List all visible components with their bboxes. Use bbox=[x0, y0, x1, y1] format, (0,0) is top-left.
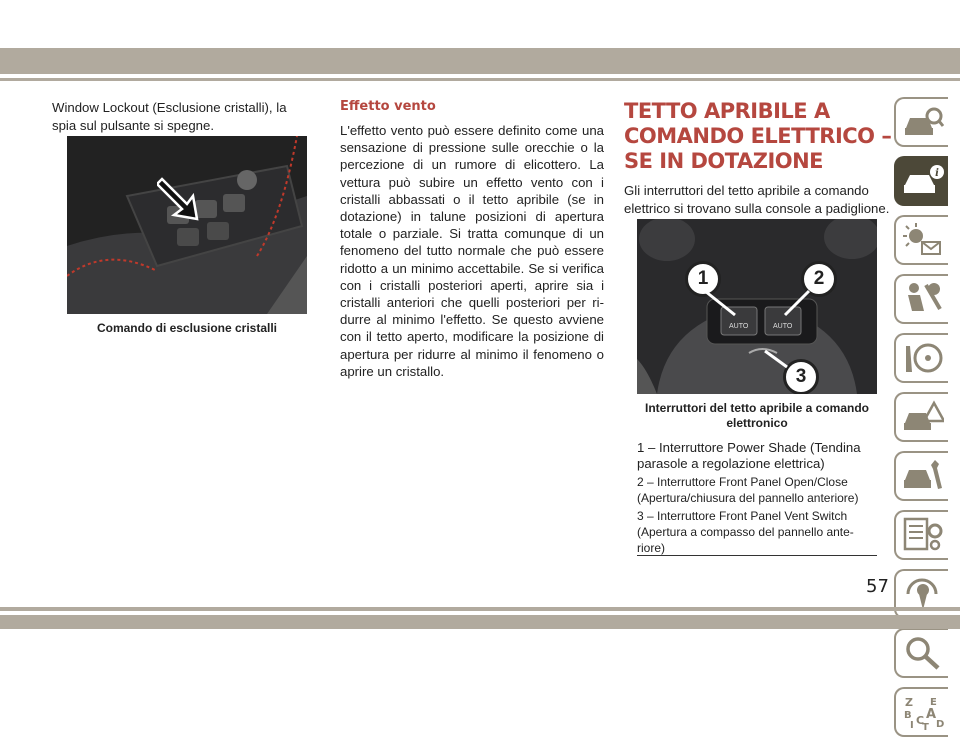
legend-item-2: 2 – Interruttore Front Panel Open/Close (Apertura/chiusura del pannello anteriore) bbox=[637, 475, 859, 505]
car-search-icon bbox=[902, 104, 944, 140]
callout-3-label: 3 bbox=[795, 366, 807, 387]
warning-light-icon bbox=[902, 222, 944, 258]
car-hazard-icon bbox=[902, 399, 944, 435]
index-letter-a: A bbox=[926, 707, 937, 722]
column-left bbox=[52, 99, 314, 135]
index-letter-c: C bbox=[916, 714, 925, 727]
legend-list bbox=[637, 440, 877, 556]
column-middle bbox=[340, 99, 604, 380]
index-letter-z: Z bbox=[905, 696, 913, 709]
tab-warning-lights[interactable] bbox=[894, 215, 948, 265]
header-band bbox=[0, 48, 960, 74]
sunroof-intro-text: Gli interruttori del tetto apribile a comando elettrico si trovano sulla console a padiglione. bbox=[624, 183, 890, 216]
steering-wheel-icon bbox=[902, 340, 944, 376]
index-letter-i: I bbox=[910, 720, 914, 730]
index-letters-icon bbox=[902, 694, 944, 730]
specs-list-icon bbox=[902, 517, 944, 553]
tab-car-info[interactable] bbox=[894, 156, 948, 206]
legend-rule bbox=[637, 555, 877, 556]
index-letter-t: T bbox=[922, 722, 929, 730]
search-icon bbox=[902, 635, 944, 671]
page-section-title: TETTO APRIBILE A COMANDO ELETTRICO – SE IN DOTAZIONE bbox=[624, 99, 892, 173]
callout-2-label: 2 bbox=[813, 268, 825, 289]
car-service-icon bbox=[902, 458, 944, 494]
intro-text: Window Lockout (Esclusione cristalli), la spia sul pulsante si spegne. bbox=[52, 100, 287, 133]
index-letter-b: B bbox=[904, 710, 912, 721]
figure-caption-sunroof: Interruttori del tetto apribile a comando elettronico bbox=[644, 401, 870, 430]
window-lockout-photo bbox=[67, 136, 307, 314]
footer-rule bbox=[0, 607, 960, 611]
tab-steering[interactable] bbox=[894, 333, 948, 383]
tab-service[interactable] bbox=[894, 451, 948, 501]
section-heading-wind: Effetto vento bbox=[340, 99, 436, 114]
tab-airbag[interactable] bbox=[894, 274, 948, 324]
index-letter-e: E bbox=[930, 697, 937, 708]
callout-1-label: 1 bbox=[697, 268, 709, 289]
tab-specs[interactable] bbox=[894, 510, 948, 560]
switch-label-2: AUTO bbox=[773, 323, 793, 330]
legend-item-3: 3 – Interruttore Front Panel Vent Switch (Apertura a compasso del pannello ante-riore) bbox=[637, 509, 854, 555]
tab-hazard[interactable] bbox=[894, 392, 948, 442]
tab-search[interactable] bbox=[894, 628, 948, 678]
column-right bbox=[624, 99, 892, 218]
tab-index[interactable] bbox=[894, 687, 948, 737]
airbag-seat-icon bbox=[902, 281, 944, 317]
index-letter-d: D bbox=[936, 719, 944, 730]
legend-item-1: 1 – Interruttore Power Shade (Tendina parasole a regolazione elettrica) bbox=[637, 440, 861, 471]
tab-car-search[interactable] bbox=[894, 97, 948, 147]
switch-label-1: AUTO bbox=[729, 323, 749, 330]
svg-text:i: i bbox=[935, 168, 939, 179]
arrow-icon bbox=[157, 174, 207, 224]
header-rule bbox=[0, 78, 960, 81]
sunroof-switches-photo bbox=[637, 219, 877, 394]
car-info-icon bbox=[902, 163, 944, 199]
side-tab-strip bbox=[894, 97, 960, 746]
wind-effect-text: L'effetto vento può essere definito come una sensazione di pressione sulle orecchie o la percezione di un rumore di elicottero. La vettura può subire un effetto vento con i cristalli abbassati o il tetto apribile (se in dotazione) in talune posizioni di apertura totale o parziale. Si tratta comunque di un fenomeno del tutto normale che può essere ridotto a un minimo accettabile. Se si verifica con i cristalli posteriori aperti, aprire sia i cristalli anteriori che quelli posteriori per ri-durre al minimo l'effetto. Se questo avviene con il tetto aperto, modificare la posizione di apertura per ridurre al minimo il fenomeno o aprire un cristallo. bbox=[340, 123, 604, 379]
tab-media[interactable] bbox=[894, 569, 948, 619]
footer-band bbox=[0, 615, 960, 629]
figure-caption-lockout: Comando di esclusione cristalli bbox=[96, 321, 278, 335]
page-number: 57 bbox=[866, 576, 889, 597]
